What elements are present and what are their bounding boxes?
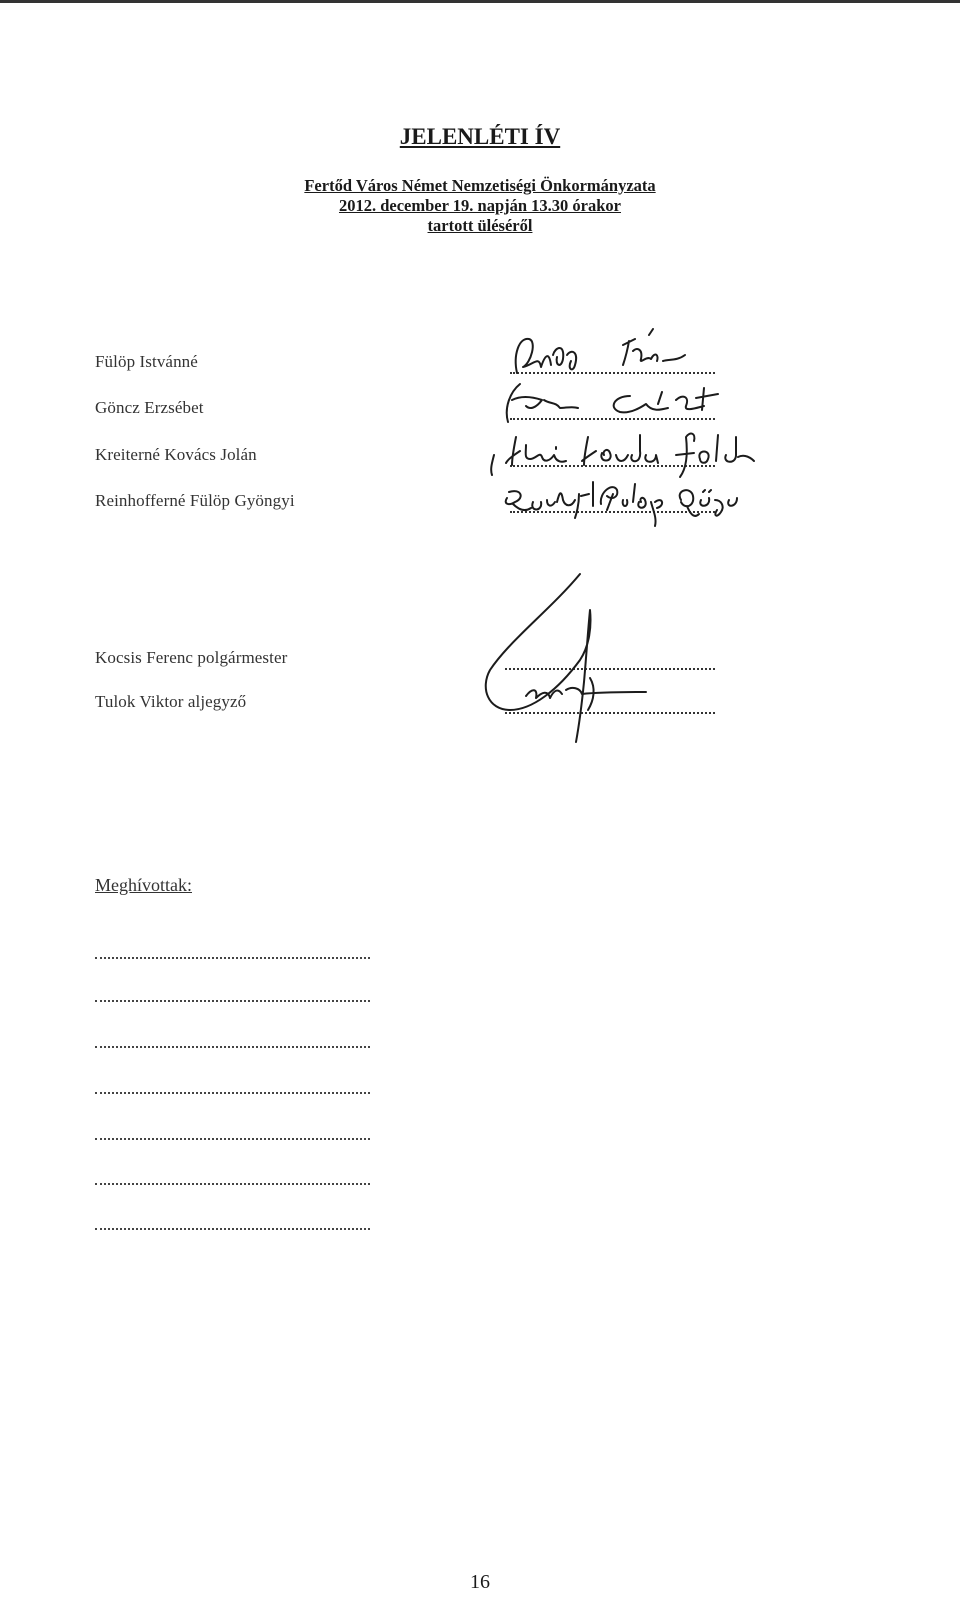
meeting-subtitle: tartott üléséről <box>427 216 533 235</box>
invited-label: Meghívottak: <box>95 875 192 895</box>
member-signature-4 <box>495 470 765 530</box>
member-signature-1 <box>505 325 725 385</box>
official-name: Kocsis Ferenc polgármester <box>95 648 288 667</box>
member-name: Göncz Erzsébet <box>95 398 204 417</box>
official-name: Tulok Viktor aljegyző <box>95 692 247 711</box>
top-scan-border <box>0 0 960 3</box>
member-name: Kreiterné Kovács Jolán <box>95 445 257 464</box>
organization-name: Fertőd Város Német Nemzetiségi Önkormányzata <box>304 176 656 195</box>
member-signature-2 <box>490 378 730 428</box>
meeting-date: 2012. december 19. napján 13.30 órakor <box>338 196 621 215</box>
official-signature <box>470 570 670 750</box>
member-name: Reinhofferné Fülöp Gyöngyi <box>95 491 295 510</box>
invited-line <box>95 1138 370 1140</box>
invited-line <box>95 1228 370 1230</box>
invited-line <box>95 1000 370 1002</box>
invited-line <box>95 1092 370 1094</box>
member-name: Fülöp Istvánné <box>95 352 198 371</box>
document-title: JELENLÉTI ÍV <box>399 124 561 149</box>
invited-line <box>95 1183 370 1185</box>
invited-line <box>95 1046 370 1048</box>
invited-line <box>95 957 370 959</box>
page-number: 16 <box>470 1571 490 1593</box>
